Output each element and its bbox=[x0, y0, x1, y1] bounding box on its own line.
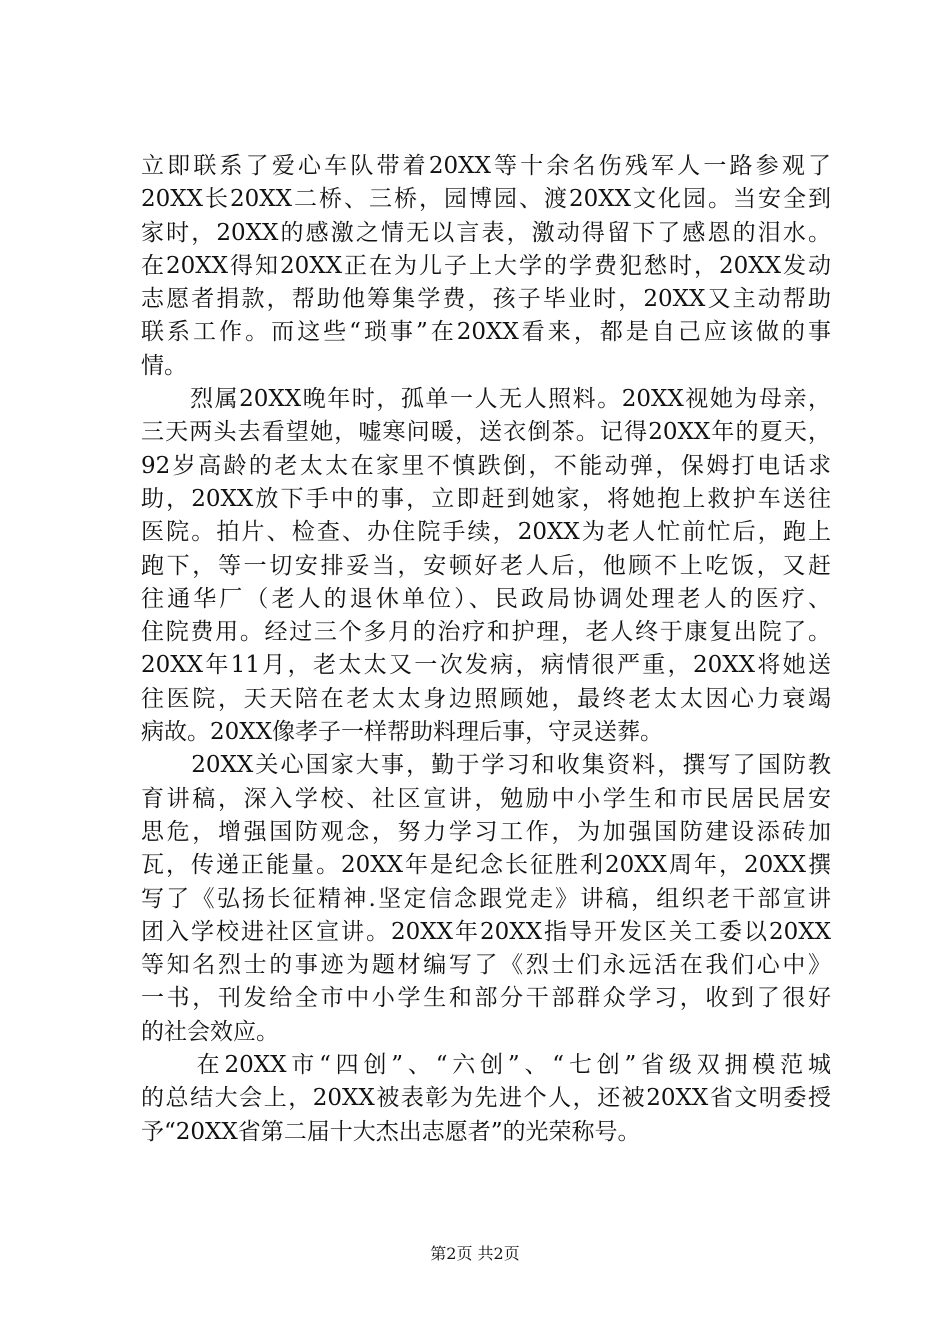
text-line: 等知名烈士的事迹为题材编写了《烈士们永远活在我们心中》 bbox=[141, 952, 831, 979]
text-line: 往医院，天天陪在老太太身边照顾她，最终老太太因心力衰竭 bbox=[141, 685, 831, 712]
text-line: 一书，刊发给全市中小学生和部分干部群众学习，收到了很好 bbox=[141, 985, 831, 1012]
text-line: 团入学校进社区宣讲。20XX年20XX指导开发区关工委以20XX bbox=[141, 918, 831, 945]
text-line: 92岁高龄的老太太在家里不慎跌倒，不能动弹，保姆打电话求 bbox=[141, 452, 831, 479]
text-line: 在20XX得知20XX正在为儿子上大学的学费犯愁时，20XX发动 bbox=[141, 252, 831, 279]
text-line: 思危，增强国防观念，努力学习工作，为加强国防建设添砖加 bbox=[141, 818, 831, 845]
text-line: 在20XX市“四创”、“六创”、“七创”省级双拥模范城 bbox=[141, 1052, 831, 1079]
text-line: 联系工作。而这些“琐事”在20XX看来，都是自己应该做的事 bbox=[141, 319, 831, 346]
text-line: 助，20XX放下手中的事，立即赶到她家，将她抱上救护车送往 bbox=[141, 485, 831, 512]
text-line: 20XX关心国家大事，勤于学习和收集资料，撰写了国防教 bbox=[141, 752, 831, 779]
text-line: 20XX年11月，老太太又一次发病，病情很严重，20XX将她送 bbox=[141, 652, 831, 679]
document-body bbox=[141, 150, 831, 1149]
page-footer bbox=[0, 1244, 950, 1264]
text-line: 的总结大会上，20XX被表彰为先进个人，还被20XX省文明委授 bbox=[141, 1085, 831, 1112]
text-line: 住院费用。经过三个多月的治疗和护理，老人终于康复出院了。 bbox=[141, 619, 831, 646]
text-line: 情。 bbox=[141, 352, 187, 379]
text-line: 写了《弘扬长征精神.坚定信念跟党走》讲稿，组织老干部宣讲 bbox=[141, 885, 831, 912]
text-line: 往通华厂（老人的退休单位）、民政局协调处理老人的医疗、 bbox=[141, 585, 831, 612]
paragraph-1 bbox=[141, 150, 831, 383]
text-line: 三天两头去看望她，嘘寒问暖，送衣倒茶。记得20XX年的夏天， bbox=[141, 419, 831, 446]
text-line: 烈属20XX晚年时，孤单一人无人照料。20XX视她为母亲， bbox=[141, 386, 831, 413]
paragraph-4 bbox=[141, 1049, 831, 1149]
text-line: 育讲稿，深入学校、社区宣讲，勉励中小学生和市民居民居安 bbox=[141, 785, 831, 812]
page-number: 第2页 共2页 bbox=[430, 1244, 520, 1263]
text-line: 瓦，传递正能量。20XX年是纪念长征胜利20XX周年，20XX撰 bbox=[141, 852, 831, 879]
paragraph-3 bbox=[141, 749, 831, 1049]
paragraph-2 bbox=[141, 383, 831, 749]
text-line: 跑下，等一切安排妥当，安顿好老人后，他顾不上吃饭，又赶 bbox=[141, 552, 831, 579]
text-line: 立即联系了爱心车队带着20XX等十余名伤残军人一路参观了 bbox=[141, 153, 831, 179]
text-line: 20XX长20XX二桥、三桥，园博园、渡20XX文化园。当安全到 bbox=[141, 186, 831, 213]
text-line: 予“20XX省第二届十大杰出志愿者”的光荣称号。 bbox=[141, 1118, 641, 1145]
text-line: 病故。20XX像孝子一样帮助料理后事，守灵送葬。 bbox=[141, 719, 664, 746]
text-line: 志愿者捐款，帮助他筹集学费，孩子毕业时，20XX又主动帮助 bbox=[141, 286, 831, 313]
text-line: 的社会效应。 bbox=[141, 1018, 279, 1045]
text-line: 家时，20XX的感激之情无以言表，激动得留下了感恩的泪水。 bbox=[141, 219, 831, 246]
text-line: 医院。拍片、检查、办住院手续，20XX为老人忙前忙后，跑上 bbox=[141, 519, 831, 546]
